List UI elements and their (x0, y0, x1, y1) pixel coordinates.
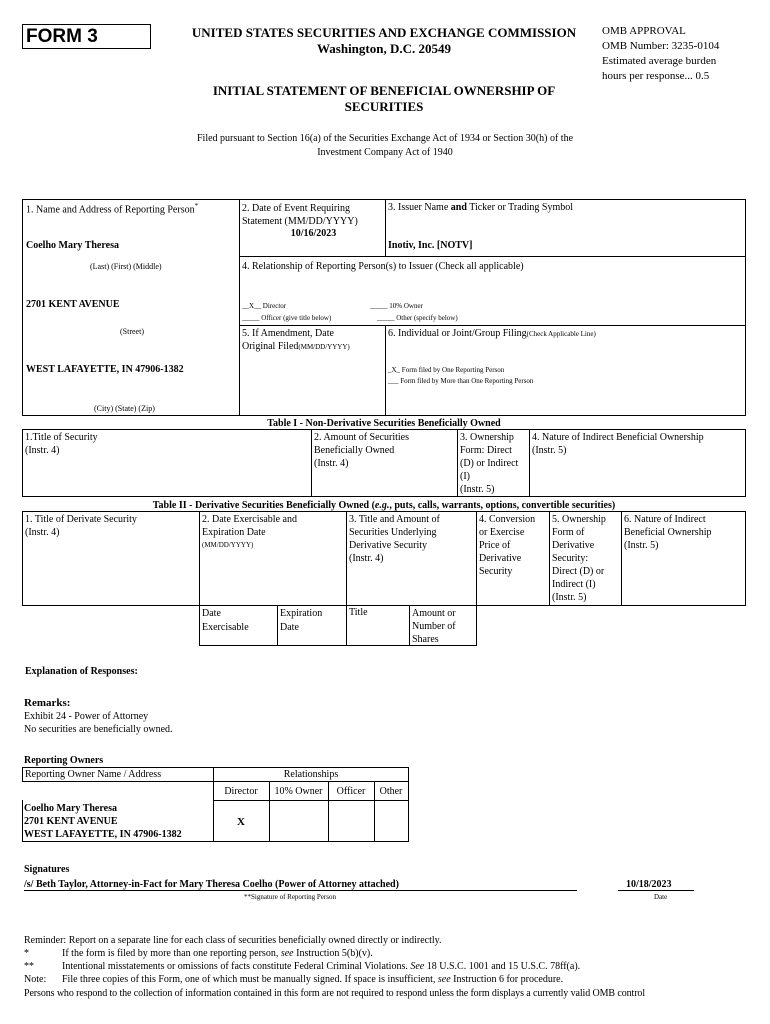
footer-star2 (62, 961, 580, 972)
footer-note-a: File three copies of this Form, one of which must be manually signed. If space is insufficient, (62, 974, 438, 985)
footer-note-b: Instruction 6 for procedure. (450, 974, 564, 985)
signature-date-caption: Date (654, 893, 668, 901)
omb-burden-2: hours per response... 0.5 (602, 70, 710, 82)
table2-col1 (25, 513, 137, 539)
footer-star2-b: 18 U.S.C. 1001 and 15 U.S.C. 78ff(a). (424, 961, 581, 972)
table2-sub-exp (280, 607, 322, 635)
table2-col5-line6: Indirect (I) (552, 579, 596, 590)
table1-col3-line1: 3. Ownership (460, 432, 514, 443)
footer-star2-see: See (410, 961, 425, 972)
amendment-label-2a: Original Filed (242, 341, 299, 352)
footer-star1 (62, 948, 373, 959)
reporting-owners-label: Reporting Owners (24, 755, 104, 766)
filed-pursuant-2: Investment Company Act of 1940 (317, 147, 453, 158)
table2-col4 (479, 513, 535, 578)
table2-sub-exp-line1: Expiration (280, 608, 323, 619)
owner-line-3: WEST LAFAYETTE, IN 47906-1382 (24, 829, 182, 840)
event-date-value: 10/16/2023 (290, 228, 337, 239)
table1-col2-line3: (Instr. 4) (314, 458, 349, 469)
table2-col3-line3: Derivative Security (349, 540, 428, 551)
owners-col-other: Other (379, 786, 403, 797)
amendment-label (242, 327, 350, 354)
signer-caption: **Signature of Reporting Person (244, 893, 336, 901)
owners-col-officer: Officer (336, 786, 366, 797)
footer-star1-a: If the form is filed by more than one reporting person, (62, 948, 281, 959)
reporting-person-label-text: 1. Name and Address of Reporting Person (26, 204, 195, 216)
relationship-label: 4. Relationship of Reporting Person(s) to Issuer (Check all applicable) (242, 261, 524, 272)
table2-sub-amount-line2: Number of (412, 621, 456, 632)
table1-col1 (25, 431, 98, 457)
table2-sub-amount-line3: Shares (412, 634, 439, 645)
table2-col1-line1: 1. Title of Derivate Security (25, 514, 137, 525)
issuer-label-a: 3. Issuer Name (388, 202, 451, 213)
table2-col1-line2: (Instr. 4) (25, 527, 60, 538)
reporting-person-label-mark: * (194, 202, 199, 210)
table2-col2-line1: 2. Date Exercisable and (202, 514, 297, 525)
table2-title (22, 500, 746, 511)
reporting-person-street-caption: (Street) (120, 327, 144, 336)
issuer-label (388, 202, 573, 213)
table2-col5-line4: Security: (552, 553, 589, 564)
table2-sub-amount (412, 607, 456, 646)
signatures-label: Signatures (24, 864, 70, 875)
explanation-label: Explanation of Responses: (25, 666, 138, 677)
table2-col5-line2: Form of (552, 527, 585, 538)
table2-col4-line2: or Exercise (479, 527, 525, 538)
table2-col4-line5: Security (479, 566, 513, 577)
footer-reminder: Reminder: Report on a separate line for each class of securities beneficially owned directly or indirectly. (24, 935, 442, 946)
footer-star1-see: see (280, 948, 294, 959)
footer-note (62, 974, 563, 985)
table2-col6-line1: 6. Nature of Indirect (624, 514, 706, 525)
table2-col6 (624, 513, 711, 552)
table2-col2-small: (MM/DD/YYYY) (202, 541, 254, 549)
table1-col1-line1: 1.Title of Security (25, 432, 98, 443)
reporting-person-street: 2701 KENT AVENUE (26, 299, 120, 310)
agency-location: Washington, D.C. 20549 (317, 41, 451, 56)
event-date-label (242, 202, 358, 228)
relationship-ten-pct: _____ 10% Owner (370, 302, 423, 310)
reporting-person-label (26, 202, 198, 215)
table1-col4-line1: 4. Nature of Indirect Beneficial Ownership (532, 432, 704, 443)
table2-sub-date-line2: Exercisable (202, 622, 249, 633)
owner-line-1: Coelho Mary Theresa (24, 803, 117, 814)
filing-one-person: _X_ Form filed by One Reporting Person (388, 366, 505, 374)
filing-more-persons: ___ Form filed by More than One Reporting Person (388, 377, 534, 385)
table1-col2-line1: 2. Amount of Securities (314, 432, 409, 443)
event-date-label-1: 2. Date of Event Requiring (242, 203, 351, 214)
omb-number: OMB Number: 3235-0104 (602, 40, 720, 52)
table2-col3-line2: Securities Underlying (349, 527, 437, 538)
table2-sub-title: Title (349, 607, 368, 618)
footer-star1-mark: * (24, 948, 29, 959)
filing-label-a: 6. Individual or Joint/Group Filing (388, 328, 527, 339)
footer-note-mark: Note: (24, 974, 47, 985)
footer-star2-a: Intentional misstatements or omissions of facts constitute Federal Criminal Violations. (62, 961, 411, 972)
footer-note-see: see (437, 974, 451, 985)
remarks-label: Remarks: (24, 697, 71, 709)
table2-col5-line5: Direct (D) or (552, 566, 605, 577)
table1-col3-line5: (Instr. 5) (460, 484, 495, 495)
form-label: FORM 3 (26, 26, 98, 47)
table2-col2-line2: Expiration Date (202, 527, 266, 538)
table1-col3 (460, 431, 518, 496)
table2-col3-line4: (Instr. 4) (349, 553, 384, 564)
table1-col3-line2: Form: Direct (460, 445, 512, 456)
filed-pursuant-1: Filed pursuant to Section 16(a) of the Securities Exchange Act of 1934 or Section 30(h) of the (196, 133, 574, 144)
table1-col4 (532, 431, 704, 457)
table2-col3 (349, 513, 440, 565)
owners-col-director: Director (224, 786, 258, 797)
table2-col4-line3: Price of (479, 540, 511, 551)
footer-star2-mark: ** (24, 961, 34, 972)
table1-col2 (314, 431, 409, 470)
filing-label-b: (Check Applicable Line) (526, 330, 596, 338)
omb-approval: OMB APPROVAL (602, 25, 686, 37)
table2-col5 (552, 513, 606, 604)
reporting-person-name: Coelho Mary Theresa (26, 240, 119, 251)
form-label-box (22, 24, 151, 49)
owner-line-2: 2701 KENT AVENUE (24, 816, 118, 827)
table2-sub-date (202, 607, 249, 635)
remarks-line-2: No securities are beneficially owned. (24, 724, 173, 735)
reporting-person-city: WEST LAFAYETTE, IN 47906-1382 (26, 364, 184, 375)
table2-col6-line2: Beneficial Ownership (624, 527, 712, 538)
issuer-label-and: and (450, 202, 467, 213)
form-title-2: SECURITIES (344, 99, 424, 114)
table1-col3-line3: (D) or Indirect (460, 458, 519, 469)
table1-col1-line2: (Instr. 4) (25, 445, 60, 456)
table2-title-eg: e.g. (374, 500, 390, 511)
issuer-value: Inotiv, Inc. [NOTV] (388, 240, 473, 251)
event-date-label-2: Statement (MM/DD/YYYY) (242, 216, 358, 227)
table2-sub-date-line1: Date (202, 608, 221, 619)
omb-block (602, 24, 719, 84)
omb-burden-1: Estimated average burden (602, 55, 717, 67)
table1-col2-line2: Beneficially Owned (314, 445, 395, 456)
table2-col3-line1: 3. Title and Amount of (349, 514, 440, 525)
table2-col2 (202, 513, 297, 552)
remarks-line-1: Exhibit 24 - Power of Attorney (24, 711, 149, 722)
relationship-director: __X__ Director (242, 302, 287, 310)
table2-col5-line1: 5. Ownership (552, 514, 606, 525)
signer-name: /s/ Beth Taylor, Attorney-in-Fact for Mary Theresa Coelho (Power of Attorney attached) (24, 879, 399, 890)
table2-col4-line1: 4. Conversion (479, 514, 536, 525)
relationship-officer: _____ Officer (give title below) (242, 314, 332, 322)
table1-col3-line4: (I) (460, 471, 470, 482)
owners-col-ten-pct: 10% Owner (274, 786, 323, 797)
owner-director-mark: X (237, 816, 245, 828)
footer-star1-b: Instruction 5(b)(v). (293, 948, 373, 959)
table1-col4-line2: (Instr. 5) (532, 445, 567, 456)
table2-sub-amount-line1: Amount or (412, 608, 456, 619)
amendment-label-2b: (MM/DD/YYYY) (298, 343, 350, 351)
owner-address (24, 802, 182, 841)
owners-col-relationships: Relationships (283, 769, 339, 780)
signature-date: 10/18/2023 (626, 879, 672, 890)
reporting-person-city-caption: (City) (State) (Zip) (94, 404, 155, 413)
agency-name: UNITED STATES SECURITIES AND EXCHANGE COMMISSION (191, 25, 577, 40)
table2-col4-line4: Derivative (479, 553, 522, 564)
reporting-person-name-caption: (Last) (First) (Middle) (90, 262, 162, 271)
table2-col6-line3: (Instr. 5) (624, 540, 659, 551)
table2-col5-line7: (Instr. 5) (552, 592, 587, 603)
amendment-label-1: 5. If Amendment, Date (242, 328, 334, 339)
table2-title-a: Table II - Derivative Securities Beneficially Owned ( (152, 500, 375, 511)
form-title-1: INITIAL STATEMENT OF BENEFICIAL OWNERSHIP OF (212, 83, 556, 98)
table2-col5-line3: Derivative (552, 540, 595, 551)
relationship-other: _____ Other (specify below) (377, 314, 458, 322)
footer-persons: Persons who respond to the collection of information contained in this form are not required to respond unless the form displays a currently valid OMB control (24, 988, 646, 999)
owners-col-name: Reporting Owner Name / Address (25, 769, 162, 780)
filing-label (388, 328, 596, 339)
table2-title-b: , puts, calls, warrants, options, convertible securities) (389, 500, 616, 511)
table2-sub-exp-line2: Date (280, 622, 299, 633)
table1-title: Table I - Non-Derivative Securities Beneficially Owned (267, 418, 501, 429)
issuer-label-b: Ticker or Trading Symbol (466, 202, 574, 213)
